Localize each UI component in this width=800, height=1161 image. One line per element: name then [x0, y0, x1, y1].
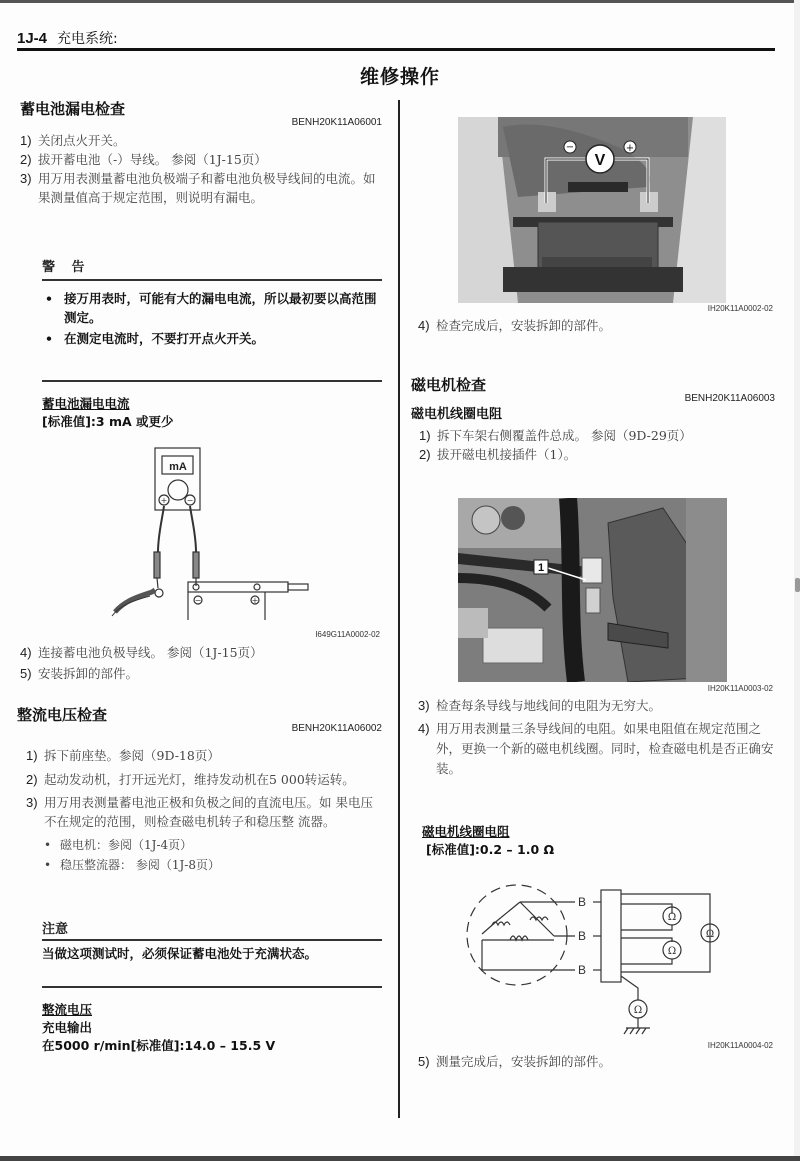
header-rule	[17, 48, 775, 51]
section-rectified-voltage	[17, 704, 382, 734]
step-item: 2) 起动发动机，打开远光灯，维持发动机在5 000转运转。	[26, 772, 355, 787]
svg-text:mA: mA	[169, 461, 187, 473]
spec-value: 在5000 r/min[标准值]:14.0 – 15.5 V	[42, 1038, 276, 1053]
spec-value: [标准值]:0.2 – 1.0 Ω	[426, 842, 555, 857]
warning-item: • 接万用表时，可能有大的漏电电流，所以最初要以高范围测定。	[45, 291, 377, 325]
window-top-border	[0, 0, 800, 3]
svg-text:−: −	[186, 496, 194, 505]
magneto-steps-after	[418, 696, 778, 779]
section-heading-rectified-voltage: 整流电压检查	[17, 706, 108, 724]
spec-block-leak	[42, 380, 382, 430]
sub-bullet-item: • 磁电机：参阅（1J-4页）	[44, 838, 193, 852]
spec-block-coil	[422, 822, 762, 858]
section-heading-magneto: 磁电机检查	[411, 376, 487, 394]
svg-text:B: B	[578, 895, 587, 909]
warning-title: 警 告	[42, 260, 91, 275]
scrollbar-thumb[interactable]	[795, 578, 800, 592]
spec-rule	[42, 380, 382, 382]
left-column	[20, 98, 382, 207]
coil-resistance-diagram	[450, 870, 780, 1045]
note-box	[42, 918, 382, 962]
note-text: 当做这项测试时，必须保证蓄电池处于充满状态。	[42, 946, 318, 961]
step-item: 1) 拆下前座垫。参阅（9D-18页）	[26, 748, 220, 763]
section-heading-battery-leak: 蓄电池漏电检查	[20, 100, 126, 118]
spec-value: [标准值]:3 mA 或更少	[42, 414, 174, 429]
leak-current-diagram	[100, 440, 400, 640]
step-item: 4) 用万用表测量三条导线间的电阻。如果电阻值在规定范围之外，更换一个新的磁电机线圈。同时，检查磁电机是否正确安装。	[418, 721, 774, 776]
spec-line: 充电输出	[42, 1020, 93, 1035]
figure-caption: IH20K11A0003-02	[707, 684, 773, 693]
step-item: 2) 拔开磁电机接插件（1）。	[419, 447, 577, 462]
warning-box	[42, 256, 382, 348]
spec-name: 磁电机线圈电阻	[422, 824, 510, 839]
spec-block-voltage	[42, 986, 382, 1054]
section-code: BENH20K11A06002	[291, 723, 382, 734]
step-item: 1) 拆下车架右侧覆盖件总成。 参阅（9D-29页）	[419, 428, 692, 443]
svg-text:B: B	[578, 929, 587, 943]
step-item: 1) 关闭点火开关。	[20, 133, 126, 148]
svg-text:−: −	[194, 596, 202, 605]
svg-text:Ω: Ω	[705, 929, 715, 940]
svg-text:V: V	[594, 152, 606, 169]
magneto-connector-photo	[458, 498, 727, 682]
svg-text:+: +	[625, 143, 635, 154]
section-magneto	[411, 374, 775, 464]
svg-text:B: B	[578, 963, 587, 977]
section-code: BENH20K11A06003	[684, 393, 775, 404]
step-item: 3) 用万用表测量蓄电池正极和负极之间的直流电压。如 果电压不在规定的范围，则检查磁电机转子和稳压整 流器。	[26, 795, 373, 829]
figure-caption: I649G11A0002-02	[315, 630, 380, 639]
note-title: 注意	[42, 922, 69, 937]
step-item: 4) 检查完成后，安装拆卸的部件。	[418, 318, 612, 333]
step-item: 4) 连接蓄电池负极导线。 参阅（1J-15页）	[20, 645, 263, 660]
spec-name: 整流电压	[42, 1002, 93, 1017]
chapter-title: 充电系统:	[57, 31, 118, 47]
spec-rule	[42, 986, 382, 988]
page-title: 维修操作	[359, 66, 440, 88]
page-code: 1J-4	[17, 30, 48, 47]
svg-text:Ω: Ω	[667, 946, 677, 957]
section-code: BENH20K11A06001	[291, 117, 382, 128]
step-item: 2) 拔开蓄电池（-）导线。 参阅（1J-15页）	[20, 152, 267, 167]
step4-after-photo	[418, 316, 778, 335]
svg-text:−: −	[565, 142, 575, 153]
svg-text:Ω: Ω	[633, 1005, 643, 1016]
sub-bullet-item: • 稳压整流器： 参阅（1J-8页）	[44, 858, 220, 872]
figure-caption: IH20K11A0004-02	[707, 1041, 773, 1050]
step-item: 3) 用万用表测量蓄电池负极端子和蓄电池负极导线间的电流。如果测量值高于规定范围，则说明有漏电。	[20, 171, 376, 205]
battery-photo	[458, 117, 726, 303]
svg-text:1: 1	[537, 562, 545, 574]
note-rule	[42, 939, 382, 941]
step-item: 5) 测量完成后，安装拆卸的部件。	[418, 1054, 612, 1069]
battery-voltage-illustration	[458, 117, 726, 303]
warning-rule	[42, 279, 382, 281]
spec-name: 蓄电池漏电电流	[42, 396, 130, 411]
step-item: 3) 检查每条导线与地线间的电阻为无穷大。	[418, 698, 662, 713]
window-bottom-border	[0, 1156, 800, 1161]
page-header	[17, 28, 118, 48]
steps-after-leak	[20, 642, 382, 684]
warning-item: • 在测定电流时，不要打开点火开关。	[45, 331, 265, 346]
svg-text:+: +	[251, 596, 259, 605]
subheading-coil-resistance: 磁电机线圈电阻	[411, 407, 503, 422]
step-item: 5) 安装拆卸的部件。	[20, 666, 139, 681]
svg-text:+: +	[160, 496, 168, 505]
rectified-steps	[26, 746, 378, 875]
figure-caption: IH20K11A0002-02	[707, 304, 773, 313]
svg-text:Ω: Ω	[667, 912, 677, 923]
step5-final	[418, 1052, 778, 1071]
